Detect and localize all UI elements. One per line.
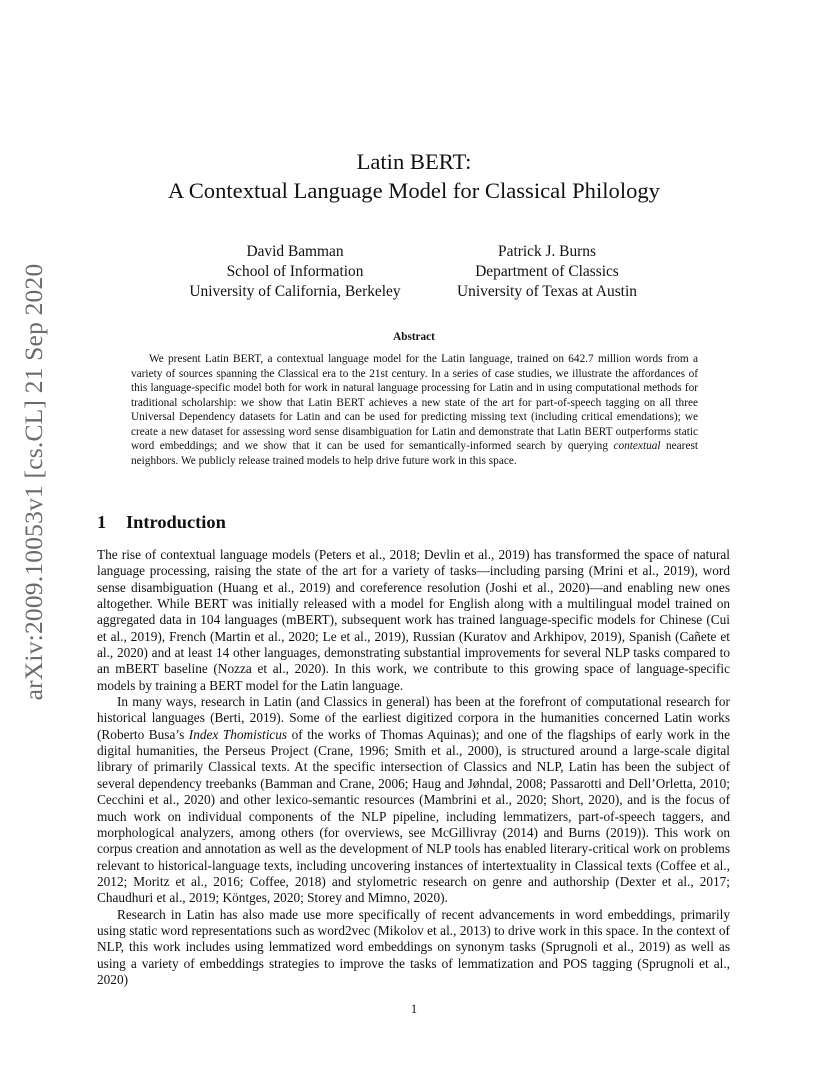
abstract-body — [131, 352, 698, 468]
body-paragraph — [97, 694, 730, 906]
body-text: In many ways, research in Latin (and Classics in general) has been at the forefront of computational research for historical languages (Berti, 2019). Some of the earliest digitized corpora in the humanities concerned Latin works (Roberto Busa’s — [97, 694, 730, 742]
body-paragraph: The rise of contextual language models (Peters et al., 2018; Devlin et al., 2019) has transformed the space of natural language processing, raising the state of the art for a variety of tasks—including parsing (Mrini et al., 2019), word sense disambiguation (Huang et al., 2019) and coreference resolution (Joshi et al., 2020)—and enabling new ones altogether. While BERT was initially released with a model for English along with a multilingual model trained on aggregated data in 104 languages (mBERT), subsequent work has trained language-specific models for Chinese (Cui et al., 2019), French (Martin et al., 2020; Le et al., 2019), Russian (Kuratov and Arkhipov, 2019), Spanish (Cañete et al., 2020) and at least 14 other languages, demonstrating substantial improvements for several NLP tasks compared to an mBERT baseline (Nozza et al., 2020). In this work, we contribute to this growing space of language-specific models by training a BERT model for the Latin language. — [97, 547, 730, 693]
page-number: 1 — [410, 1002, 418, 1016]
author-institution: University of Texas at Austin — [457, 283, 637, 300]
author-department: School of Information — [226, 263, 364, 280]
abstract-paragraph — [131, 352, 698, 468]
body-text: of the works of Thomas Aquinas); and one of the flagships of early work in the digital humanities, the Perseus Project (Crane, 1996; Smith et al., 2000), is structured around a large-scale digital library of primarily Classical texts. At the specific intersection of Classics and NLP, Latin has been the subject of several dependency treebanks (Bamman and Crane, 2006; Haug and Jøhndal, 2008; Passarotti and Dell’Orletta, 2010; Cecchini et al., 2020) and other lexico-semantic resources (Mambrini et al., 2020; Short, 2020), and is the focus of much work on individual components of the NLP pipeline, including lemmatizers, part-of-speech taggers, and morphological analyzers, among others (for overviews, see McGillivray (2014) and Burns (2019)). This work on corpus creation and annotation as well as the development of NLP tools has enabled literary-critical work on problems relevant to historical-language texts, including uncovering instances of intertextuality in Classical texts (Coffee et al., 2012; Moritz et al., 2016; Coffee, 2018) and stylometric research on genre and authorship (Dexter et al., 2017; Chaudhuri et al., 2019; Köntges, 2020; Storey and Mimno, 2020). — [97, 726, 730, 906]
author-institution: University of California, Berkeley — [189, 283, 401, 300]
author-block-2 — [422, 242, 672, 302]
abstract-heading: Abstract — [393, 331, 435, 343]
section-body — [97, 547, 730, 988]
abstract-text: We present Latin BERT, a contextual language model for the Latin language, trained on 642.7 million words from a variety of sources spanning the Classical era to the 21st century. In a series of case studies, we illustrate the affordances of this language-specific model both for work in natural language processing for Latin and in using computational methods for traditional scholarship: we show that Latin BERT achieves a new state of the art for part-of-speech tagging on all three Universal Dependency datasets for Latin and can be used for predicting missing text (including critical emendations); we create a new dataset for assessing word sense disambiguation for Latin and demonstrate that Latin BERT outperforms static word embeddings; and we show that it can be used for semantically-informed search by querying — [131, 353, 698, 453]
section-title: Introduction — [126, 512, 226, 532]
body-paragraph: Research in Latin has also made use more specifically of recent advancements in word embeddings, primarily using static word representations such as word2vec (Mikolov et al., 2013) to drive work in this space. In the context of NLP, this work includes using lemmatized word embeddings on synonym tasks (Sprugnoli et al., 2019) as well as using a variety of embeddings strategies to improve the tasks of lemmatization and POS tagging (Sprugnoli et al., 2020) — [97, 906, 730, 987]
author-block-1 — [170, 242, 420, 302]
section-heading — [97, 512, 226, 533]
section-number: 1 — [97, 512, 107, 532]
arxiv-identifier-text: arXiv:2009.10053v1 [cs.CL] 21 Sep 2020 — [19, 263, 48, 701]
author-name: Patrick J. Burns — [498, 243, 596, 260]
abstract-emphasis: contextual — [613, 440, 661, 453]
abstract-text: nearest neighbors. We publicly release trained models to help drive future work in this space. — [131, 440, 698, 467]
body-emphasis: Index Thomisticus — [188, 726, 288, 742]
paper-title-line2: A Contextual Language Model for Classical Philology — [168, 178, 660, 203]
arxiv-identifier-stamp — [14, 263, 54, 701]
author-department: Department of Classics — [475, 263, 619, 280]
author-name: David Bamman — [246, 243, 344, 260]
paper-title-line1: Latin BERT: — [356, 149, 472, 174]
